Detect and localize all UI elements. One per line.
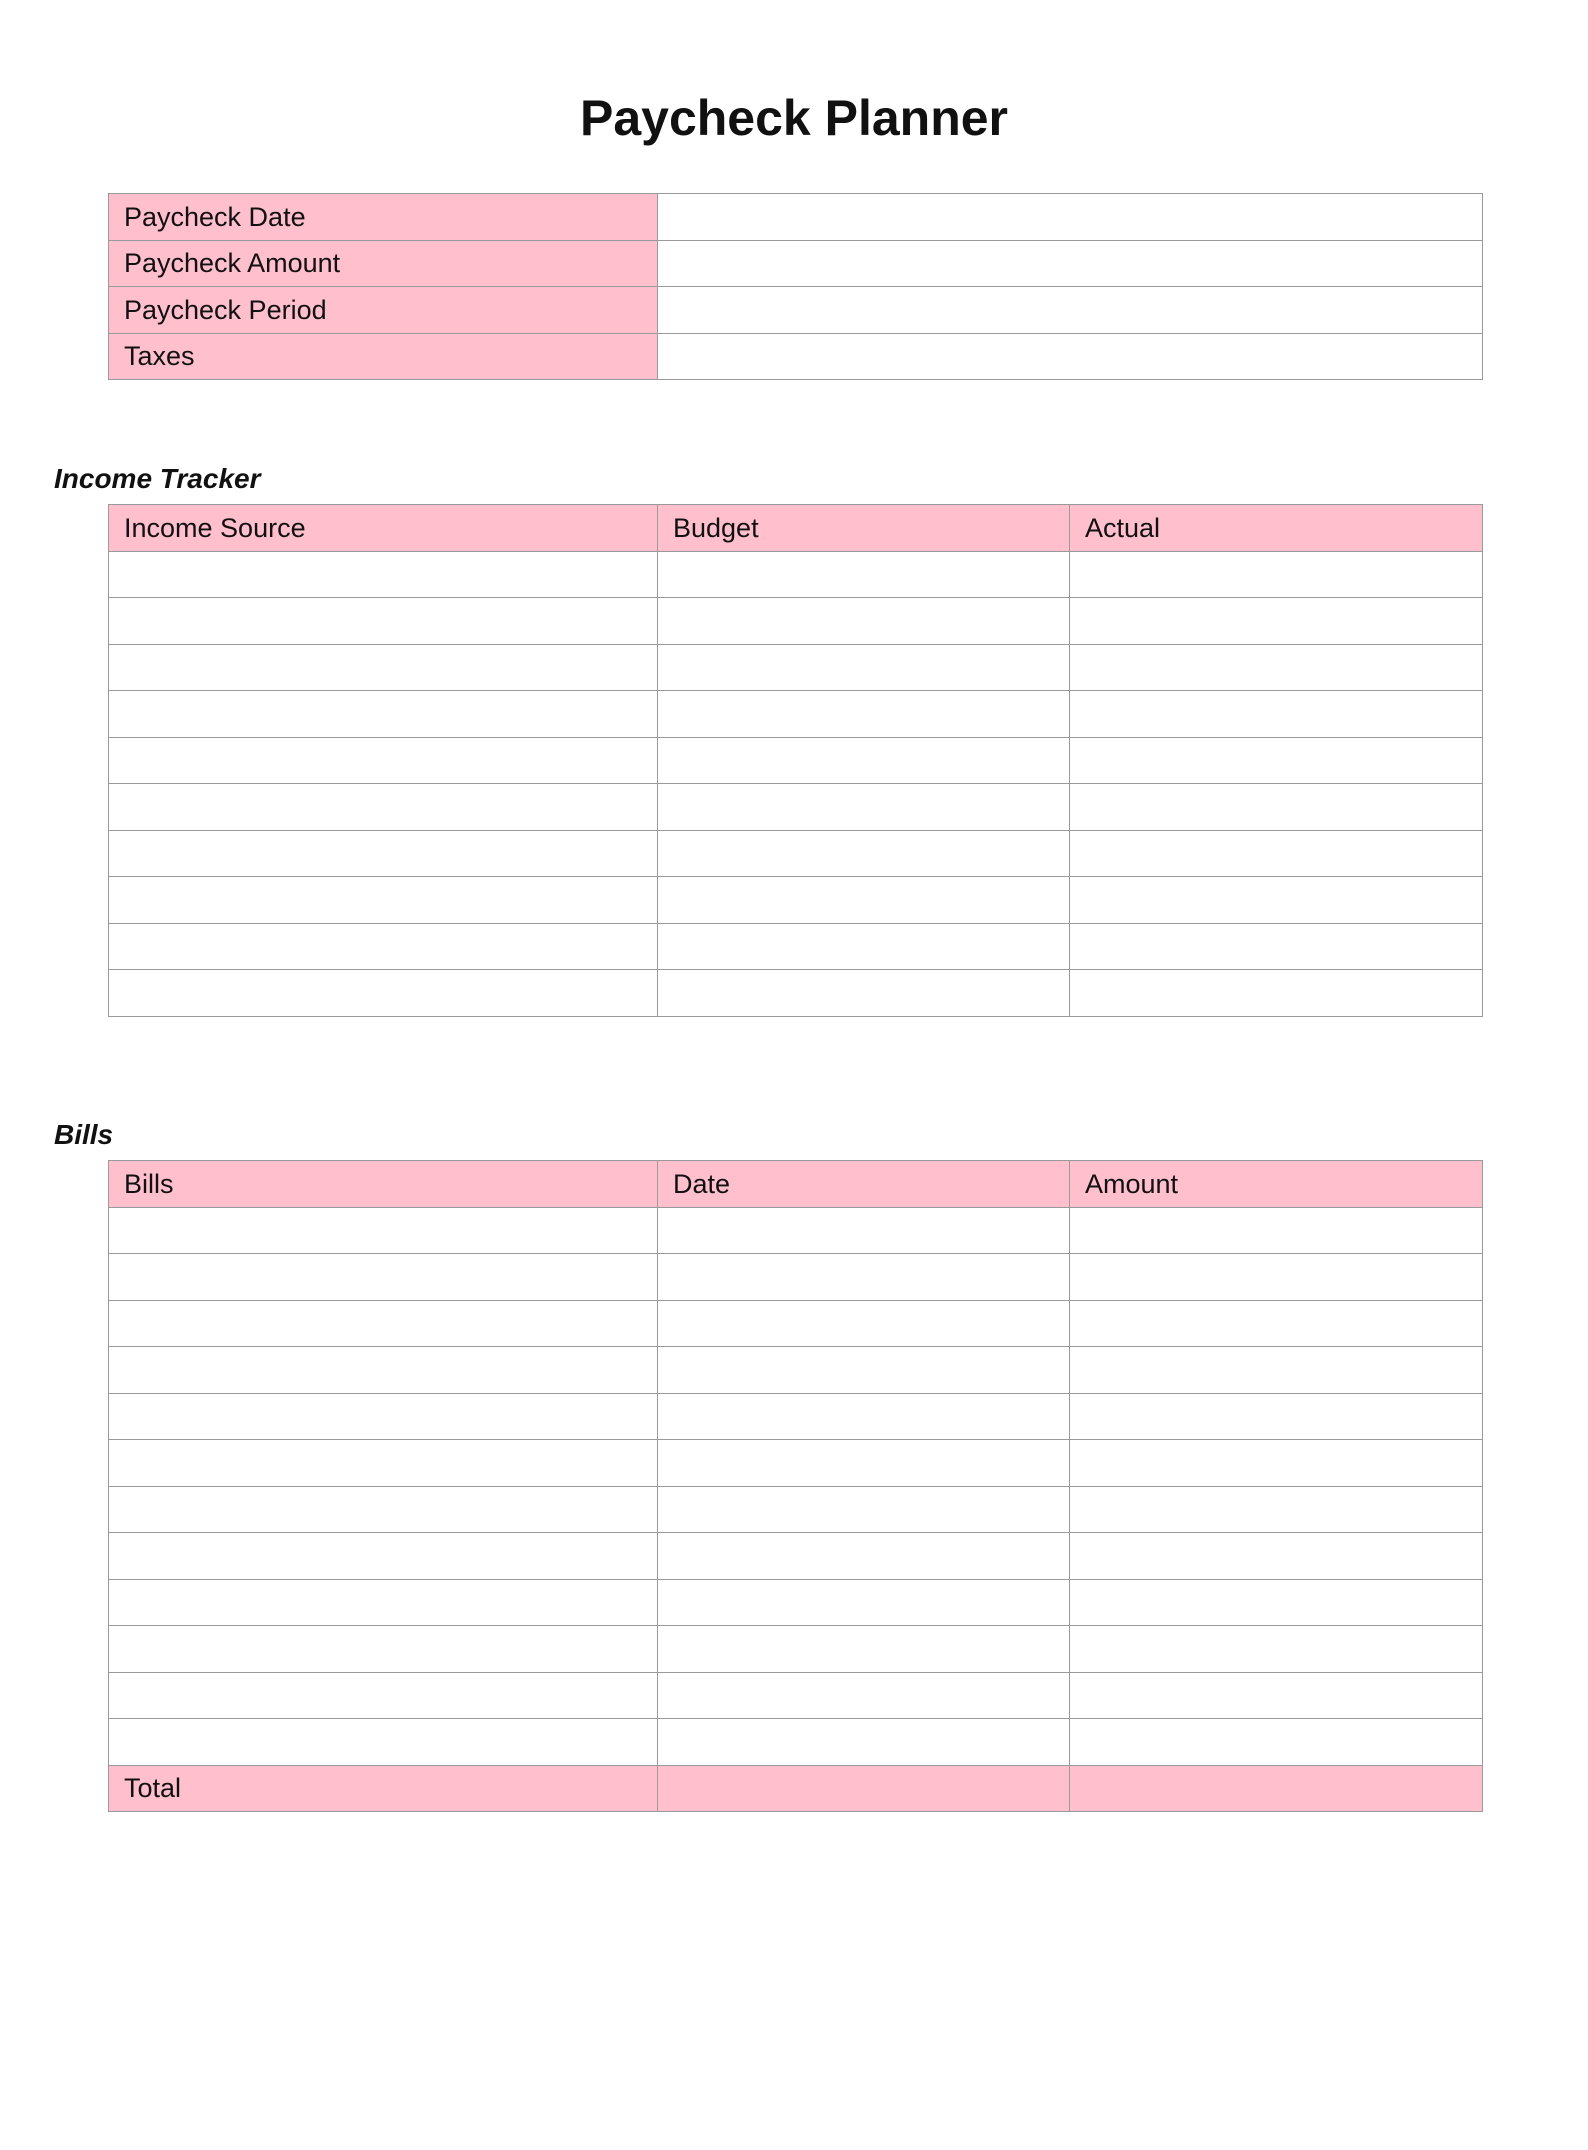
taxes-row: [109, 333, 1483, 380]
bill-row: [109, 1486, 1483, 1533]
income-source-cell[interactable]: [109, 877, 658, 924]
income-row: [109, 551, 1483, 598]
income-source-cell[interactable]: [109, 830, 658, 877]
income-actual-cell[interactable]: [1070, 923, 1483, 970]
income-budget-cell[interactable]: [658, 923, 1070, 970]
income-source-cell[interactable]: [109, 598, 658, 645]
bill-name-cell[interactable]: [109, 1440, 658, 1487]
bill-date-cell[interactable]: [658, 1672, 1070, 1719]
total-date-cell[interactable]: [658, 1765, 1070, 1812]
income-row: [109, 877, 1483, 924]
bill-name-cell[interactable]: [109, 1719, 658, 1766]
bill-name-cell[interactable]: [109, 1347, 658, 1394]
bill-name-cell[interactable]: [109, 1300, 658, 1347]
bill-name-cell[interactable]: [109, 1207, 658, 1254]
bill-date-cell[interactable]: [658, 1300, 1070, 1347]
bill-amount-cell[interactable]: [1070, 1300, 1483, 1347]
total-label: Total: [109, 1765, 658, 1812]
paycheck-amount-row: [109, 240, 1483, 287]
income-budget-cell[interactable]: [658, 691, 1070, 738]
bills-header-row: [109, 1161, 1483, 1208]
bill-row: [109, 1347, 1483, 1394]
bill-date-cell[interactable]: [658, 1254, 1070, 1301]
bill-row: [109, 1672, 1483, 1719]
bill-name-cell[interactable]: [109, 1533, 658, 1580]
paycheck-date-label: Paycheck Date: [109, 194, 658, 241]
income-actual-cell[interactable]: [1070, 784, 1483, 831]
income-budget-cell[interactable]: [658, 970, 1070, 1017]
bill-date-cell[interactable]: [658, 1579, 1070, 1626]
income-source-cell[interactable]: [109, 970, 658, 1017]
income-budget-cell[interactable]: [658, 644, 1070, 691]
income-row: [109, 691, 1483, 738]
bill-date-cell[interactable]: [658, 1533, 1070, 1580]
income-row: [109, 598, 1483, 645]
bills-heading: Bills: [54, 1119, 114, 1150]
paycheck-amount-field[interactable]: [658, 240, 1483, 287]
bill-row: [109, 1207, 1483, 1254]
bill-amount-cell[interactable]: [1070, 1486, 1483, 1533]
budget-header: Budget: [658, 505, 1070, 552]
income-actual-cell[interactable]: [1070, 691, 1483, 738]
taxes-field[interactable]: [658, 333, 1483, 380]
income-source-cell[interactable]: [109, 691, 658, 738]
income-budget-cell[interactable]: [658, 830, 1070, 877]
income-source-cell[interactable]: [109, 551, 658, 598]
bill-date-cell[interactable]: [658, 1207, 1070, 1254]
income-actual-cell[interactable]: [1070, 644, 1483, 691]
paycheck-period-row: [109, 287, 1483, 334]
income-budget-cell[interactable]: [658, 737, 1070, 784]
bill-amount-cell[interactable]: [1070, 1579, 1483, 1626]
income-source-cell[interactable]: [109, 923, 658, 970]
income-source-cell[interactable]: [109, 784, 658, 831]
income-budget-cell[interactable]: [658, 598, 1070, 645]
paycheck-date-row: [109, 194, 1483, 241]
bill-amount-cell[interactable]: [1070, 1719, 1483, 1766]
bill-name-cell[interactable]: [109, 1393, 658, 1440]
bill-amount-cell[interactable]: [1070, 1440, 1483, 1487]
paycheck-period-label: Paycheck Period: [109, 287, 658, 334]
bill-amount-cell[interactable]: [1070, 1254, 1483, 1301]
bill-amount-cell[interactable]: [1070, 1672, 1483, 1719]
bill-amount-cell[interactable]: [1070, 1626, 1483, 1673]
income-row: [109, 970, 1483, 1017]
bills-name-header: Bills: [109, 1161, 658, 1208]
paycheck-date-field[interactable]: [658, 194, 1483, 241]
income-source-header: Income Source: [109, 505, 658, 552]
bill-date-cell[interactable]: [658, 1486, 1070, 1533]
income-source-cell[interactable]: [109, 644, 658, 691]
income-actual-cell[interactable]: [1070, 551, 1483, 598]
income-actual-cell[interactable]: [1070, 598, 1483, 645]
bill-name-cell[interactable]: [109, 1672, 658, 1719]
bill-date-cell[interactable]: [658, 1626, 1070, 1673]
income-row: [109, 830, 1483, 877]
income-source-cell[interactable]: [109, 737, 658, 784]
income-tracker-heading: Income Tracker: [54, 463, 261, 494]
bill-amount-cell[interactable]: [1070, 1207, 1483, 1254]
bill-row: [109, 1626, 1483, 1673]
income-header-row: [109, 505, 1483, 552]
bill-date-cell[interactable]: [658, 1440, 1070, 1487]
bill-name-cell[interactable]: [109, 1254, 658, 1301]
income-row: [109, 784, 1483, 831]
paycheck-period-field[interactable]: [658, 287, 1483, 334]
income-actual-cell[interactable]: [1070, 877, 1483, 924]
bill-row: [109, 1254, 1483, 1301]
income-actual-cell[interactable]: [1070, 830, 1483, 877]
page-title: Paycheck Planner: [579, 90, 1009, 146]
bill-amount-cell[interactable]: [1070, 1347, 1483, 1394]
bill-row: [109, 1579, 1483, 1626]
bill-date-cell[interactable]: [658, 1347, 1070, 1394]
bill-row: [109, 1440, 1483, 1487]
income-budget-cell[interactable]: [658, 551, 1070, 598]
income-budget-cell[interactable]: [658, 877, 1070, 924]
income-row: [109, 737, 1483, 784]
bills-total-row: [109, 1765, 1483, 1812]
bill-name-cell[interactable]: [109, 1486, 658, 1533]
income-tracker-table: [108, 504, 1483, 1017]
bill-row: [109, 1300, 1483, 1347]
paycheck-info-table: [108, 193, 1483, 380]
bill-row: [109, 1533, 1483, 1580]
paycheck-amount-label: Paycheck Amount: [109, 240, 658, 287]
income-actual-cell[interactable]: [1070, 970, 1483, 1017]
bill-date-cell[interactable]: [658, 1719, 1070, 1766]
income-row: [109, 644, 1483, 691]
total-amount-cell[interactable]: [1070, 1765, 1483, 1812]
actual-header: Actual: [1070, 505, 1483, 552]
taxes-label: Taxes: [109, 333, 658, 380]
bill-amount-cell[interactable]: [1070, 1393, 1483, 1440]
income-row: [109, 923, 1483, 970]
bill-row: [109, 1719, 1483, 1766]
bills-date-header: Date: [658, 1161, 1070, 1208]
income-actual-cell[interactable]: [1070, 737, 1483, 784]
bill-row: [109, 1393, 1483, 1440]
bill-name-cell[interactable]: [109, 1626, 658, 1673]
bill-name-cell[interactable]: [109, 1579, 658, 1626]
bills-table: [108, 1160, 1483, 1812]
income-budget-cell[interactable]: [658, 784, 1070, 831]
bill-amount-cell[interactable]: [1070, 1533, 1483, 1580]
bill-date-cell[interactable]: [658, 1393, 1070, 1440]
bills-amount-header: Amount: [1070, 1161, 1483, 1208]
